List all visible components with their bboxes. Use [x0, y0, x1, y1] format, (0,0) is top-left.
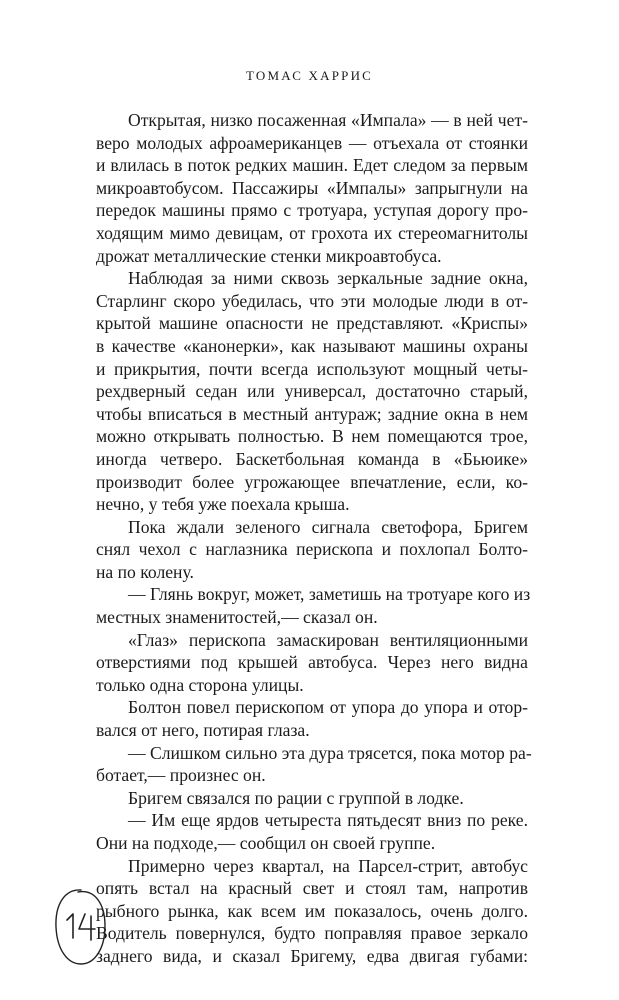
text-line: Водитель повернулся, будто поправляя правое зеркало [96, 923, 528, 944]
text-line: дрожат металлические стенки микроавтобуса. [96, 245, 442, 266]
page-number-digit-4 [79, 914, 95, 940]
text-line: отверстиями под крышей автобуса. Через него видна [96, 652, 528, 673]
text-line: Примерно через квартал, на Парсел-стрит, автобус [128, 855, 528, 876]
text-line: Они на подходе,— сообщил он своей группе. [96, 833, 436, 853]
paragraph [96, 109, 528, 267]
paragraph [96, 787, 528, 810]
text-line: на по колену. [96, 561, 194, 582]
paragraph [96, 516, 528, 584]
text-line: Наблюдая за ними сквозь зеркальные задние окна, [128, 268, 528, 289]
text-line: чтобы вписаться в местный антураж; задние окна в нем [96, 403, 528, 424]
text-line: иногда четверо. Баскетбольная команда в «Бьюике» [96, 448, 528, 469]
page-number-handwritten [51, 886, 109, 968]
text-line: ходящим мимо девицам, от грохота их стереомагнитолы [96, 222, 528, 243]
page-number-digit-1 [67, 914, 73, 938]
text-line: рыбного рынка, как всем им показалось, очень долго. [96, 900, 528, 921]
text-line: снял чехол с наглазника перископа и похлопал Болто- [96, 539, 528, 560]
body-text [96, 109, 532, 968]
text-line: только одна сторона улицы. [96, 674, 304, 695]
text-line: вался от него, потирая глаза. [96, 720, 310, 741]
text-line: микроавтобусом. Пассажиры «Импалы» запрыгнули на [96, 177, 528, 198]
paragraph [96, 629, 528, 697]
paragraph [96, 696, 528, 741]
text-line: Бригем связался по рации с группой в лодке. [128, 787, 464, 808]
text-line: заднего вида, и сказал Бригему, едва двигая губами: [96, 945, 528, 966]
text-line: передок машины прямо с тротуара, уступая дорогу про- [96, 200, 528, 221]
text-line: рехдверный седан или универсал, достаточно старый, [96, 381, 528, 402]
running-header: ТОМАС ХАРРИС [245, 68, 374, 83]
text-line: производит более угрожающее впечатление, если, ко- [96, 471, 528, 492]
paragraph [96, 267, 528, 516]
text-line: Старлинг скоро убедилась, что эти молодые люди в от- [96, 290, 528, 311]
paragraph [96, 809, 528, 854]
text-line: — Им еще ярдов четыреста пятьдесят вниз по реке. [128, 810, 528, 831]
paragraph [96, 855, 528, 968]
text-line: — Глянь вокруг, может, заметишь на тротуаре кого из [128, 584, 531, 605]
paragraph [96, 583, 531, 628]
text-line: Пока ждали зеленого сигнала светофора, Бригем [128, 516, 528, 537]
text-line: Открытая, низко посаженная «Импала» — в ней чет- [128, 110, 528, 130]
text-line: и прикрытия, почти всегда используют мощный четы- [96, 358, 528, 379]
text-line: — Слишком сильно эта дура трясется, пока мотор ра- [128, 742, 532, 763]
text-line: местных знаменитостей,— сказал он. [96, 607, 378, 628]
text-line: нечно, у тебя уже поехала крыша. [96, 494, 350, 515]
paragraph [96, 742, 532, 787]
text-line: Болтон повел перископом от упора до упора и отор- [128, 697, 528, 718]
text-line: «Глаз» перископа замаскирован вентиляционными [128, 629, 528, 650]
text-line: можно открывать полностью. В нем помещаются трое, [96, 426, 528, 447]
text-line: опять встал на красный свет и стоял там, напротив [96, 878, 528, 899]
text-line: и влилась в поток редких машин. Едет следом за первым [96, 155, 528, 176]
text-line: веро молодых афроамериканцев — отъехала от стоянки [96, 132, 528, 153]
text-line: ботает,— произнес он. [96, 765, 266, 786]
text-line: крытой машине опасности не представляют. «Криспы» [96, 313, 528, 334]
text-line: в качестве «канонерки», как называют машины охраны [96, 335, 528, 356]
